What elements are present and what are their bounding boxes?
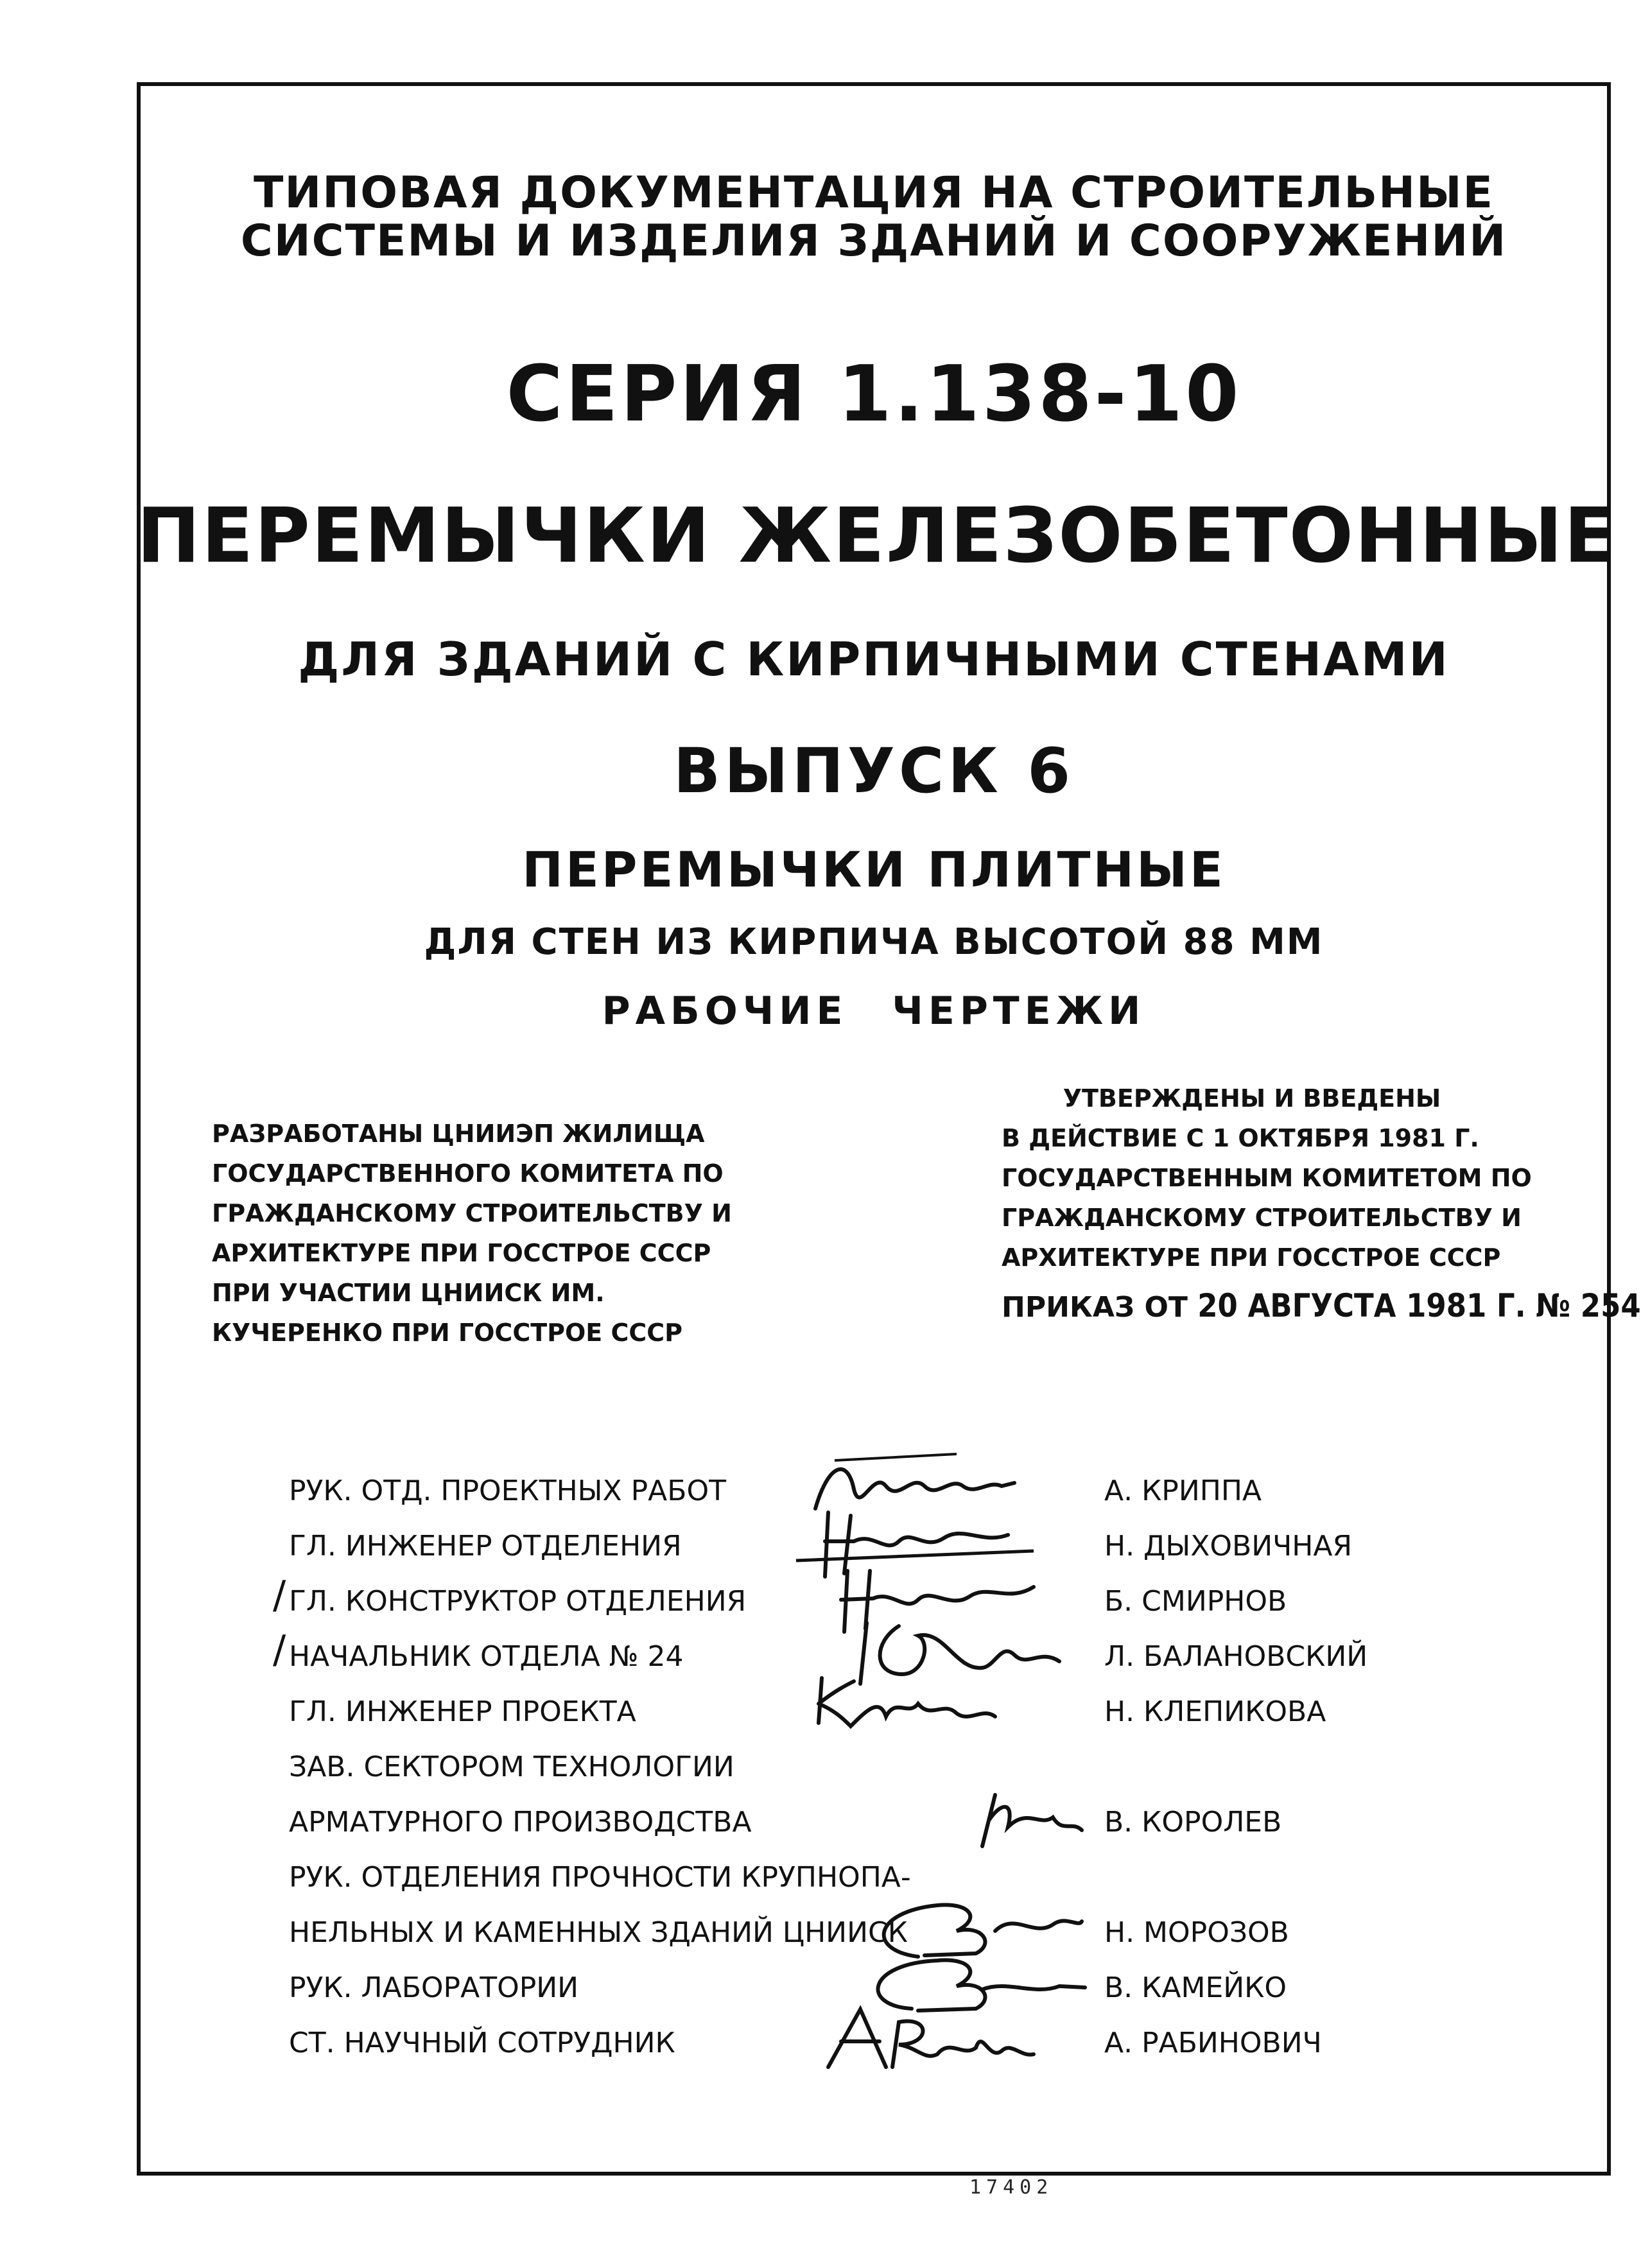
developed-line: ГОСУДАРСТВЕННОГО КОМИТЕТА ПО: [212, 1159, 724, 1188]
staff-role: ЗАВ. СЕКТОРОМ ТЕХНОЛОГИИ: [289, 1751, 734, 1783]
developed-line: ПРИ УЧАСТИИ ЦНИИСК ИМ.: [212, 1279, 605, 1307]
staff-role: ГЛ. ИНЖЕНЕР ОТДЕЛЕНИЯ: [289, 1530, 682, 1562]
approved-line: АРХИТЕКТУРЕ ПРИ ГОССТРОЕ СССР: [1002, 1243, 1501, 1272]
footer-mark: 17402: [969, 2176, 1054, 2199]
document-type: РАБОЧИЕ ЧЕРТЕЖИ: [602, 989, 1146, 1034]
document-title: ПЕРЕМЫЧКИ ЖЕЛЕЗОБЕТОННЫЕ: [137, 491, 1617, 580]
developed-line: РАЗРАБОТАНЫ ЦНИИЭП ЖИЛИЩА: [212, 1120, 705, 1148]
issue-title: ПЕРЕМЫЧКИ ПЛИТНЫЕ: [522, 841, 1226, 898]
developed-by-block: [212, 1114, 732, 1353]
staff-role: НАЧАЛЬНИК ОТДЕЛА № 24: [289, 1640, 684, 1673]
header-line-1: ТИПОВАЯ ДОКУМЕНТАЦИЯ НА СТРОИТЕЛЬНЫЕ: [254, 168, 1494, 218]
staff-name: В. КАМЕЙКО: [1104, 1971, 1287, 2004]
staff-name: В. КОРОЛЕВ: [1104, 1806, 1282, 1839]
approved-line: УТВЕРЖДЕНЫ И ВВЕДЕНЫ: [1063, 1084, 1441, 1112]
handwritten-signature: [790, 1672, 1085, 1749]
staff-role: ГЛ. КОНСТРУКТОР ОТДЕЛЕНИЯ: [289, 1585, 747, 1618]
staff-name: А. РАБИНОВИЧ: [1104, 2027, 1322, 2059]
staff-role: ГЛ. ИНЖЕНЕР ПРОЕКТА: [289, 1695, 636, 1728]
margin-slash-mark: /: [273, 1573, 286, 1618]
staff-role: СТ. НАУЧНЫЙ СОТРУДНИК: [289, 2027, 675, 2059]
staff-row: [289, 1684, 1445, 1740]
series-number: СЕРИЯ 1.138-10: [506, 350, 1242, 439]
signatures-table: [289, 1464, 1445, 2071]
handwritten-signature: [790, 1782, 1085, 1859]
margin-slash-mark: /: [273, 1627, 286, 1672]
order-date: 20 АВГУСТА 1981 Г.: [1197, 1287, 1526, 1324]
staff-role: НЕЛЬНЫХ И КАМЕННЫХ ЗДАНИЙ ЦНИИСК: [289, 1916, 908, 1949]
issue-number: ВЫПУСК 6: [673, 735, 1075, 807]
order-label: ПРИКАЗ ОТ: [1002, 1291, 1188, 1324]
staff-name: Н. ДЫХОВИЧНАЯ: [1104, 1530, 1353, 1562]
handwritten-signature: [790, 2003, 1085, 2080]
staff-name: Н. КЛЕПИКОВА: [1104, 1695, 1326, 1728]
approved-line: ГОСУДАРСТВЕННЫМ КОМИТЕТОМ ПО: [1002, 1164, 1532, 1192]
developed-line: АРХИТЕКТУРЕ ПРИ ГОССТРОЕ СССР: [212, 1239, 711, 1267]
staff-role: РУК. ОТД. ПРОЕКТНЫХ РАБОТ: [289, 1475, 726, 1507]
staff-role: РУК. ОТДЕЛЕНИЯ ПРОЧНОСТИ КРУПНОПА-: [289, 1861, 911, 1894]
staff-name: Л. БАЛАНОВСКИЙ: [1104, 1640, 1368, 1673]
order-line: [1002, 1287, 1641, 1324]
document-subtitle: ДЛЯ ЗДАНИЙ С КИРПИЧНЫМИ СТЕНАМИ: [298, 632, 1450, 686]
staff-role: РУК. ЛАБОРАТОРИИ: [289, 1971, 579, 2004]
approved-line: В ДЕЙСТВИЕ С 1 ОКТЯБРЯ 1981 Г.: [1002, 1124, 1479, 1152]
staff-name: А. КРИППА: [1104, 1475, 1262, 1507]
approved-block: [1002, 1078, 1532, 1277]
developed-line: ГРАЖДАНСКОМУ СТРОИТЕЛЬСТВУ И: [212, 1199, 732, 1227]
staff-row: [289, 2016, 1445, 2071]
header-line-2: СИСТЕМЫ И ИЗДЕЛИЯ ЗДАНИЙ И СООРУЖЕНИЙ: [240, 216, 1507, 266]
developed-line: КУЧЕРЕНКО ПРИ ГОССТРОЕ СССР: [212, 1319, 682, 1347]
issue-subtitle: ДЛЯ СТЕН ИЗ КИРПИЧА ВЫСОТОЙ 88 ММ: [424, 921, 1324, 963]
order-number: № 254: [1536, 1287, 1641, 1324]
staff-name: Н. МОРОЗОВ: [1104, 1916, 1289, 1949]
staff-name: Б. СМИРНОВ: [1104, 1585, 1287, 1618]
staff-role: АРМАТУРНОГО ПРОИЗВОДСТВА: [289, 1806, 752, 1839]
staff-row: [289, 1795, 1445, 1850]
approved-line: ГРАЖДАНСКОМУ СТРОИТЕЛЬСТВУ И: [1002, 1204, 1522, 1232]
